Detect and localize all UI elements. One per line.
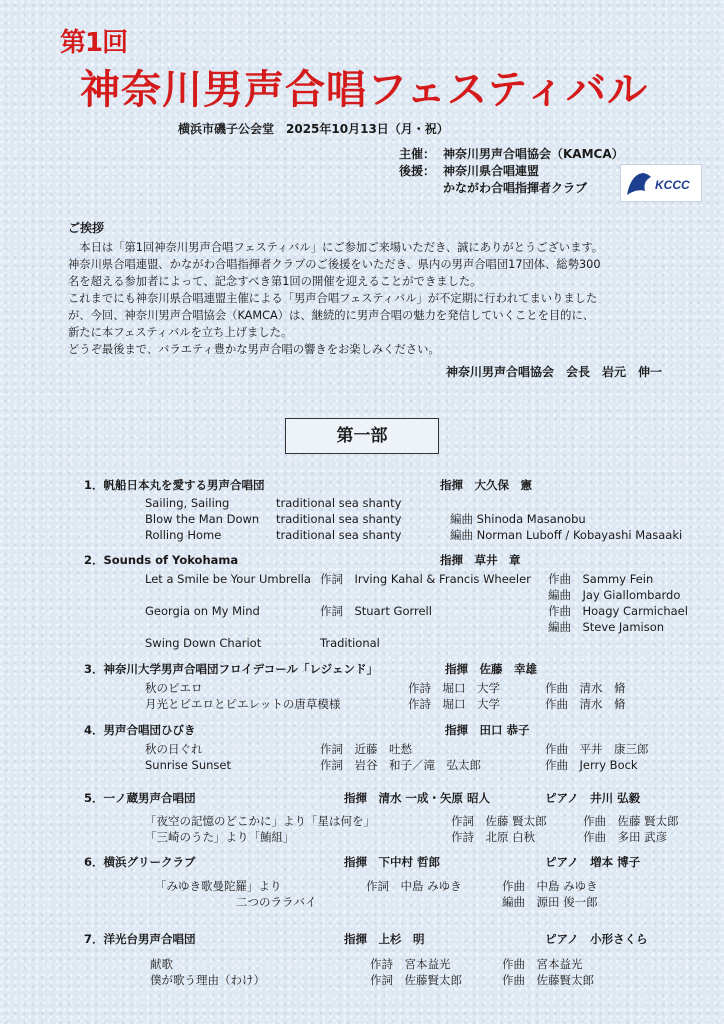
group-6-title: 6．横浜グリークラブ (84, 855, 196, 869)
song-title: 秋の日ぐれ (145, 742, 203, 756)
song-lyricist: 作詞 佐藤 賢太郎 (451, 814, 547, 828)
song-lyricist: 作詩 宮本益光 (370, 957, 451, 971)
song-composer: 作曲 Jerry Bock (545, 758, 638, 772)
song-title: Rolling Home (145, 528, 222, 542)
song-title: Let a Smile be Your Umbrella (145, 572, 311, 586)
kccc-logo (620, 164, 702, 202)
group-6-conductor: 指揮 下中村 哲郎 (344, 855, 441, 869)
group-4-conductor: 指揮 田口 恭子 (445, 723, 530, 737)
song-title: 秋のピエロ (145, 681, 203, 695)
song-lyricist: 作詞 Irving Kahal & Francis Wheeler (320, 572, 531, 586)
song-lyricist: 作詞 中島 みゆき (366, 879, 462, 893)
part-one-label: 第一部 (285, 418, 439, 454)
song-lyricist: 作詞 佐藤賢太郎 (370, 973, 462, 987)
greeting-line: 本日は「第1回神奈川男声合唱フェスティバル」にご参加ご来場いただき、誠にありがとうございます。 (68, 241, 604, 254)
song-title: Georgia on My Mind (145, 604, 260, 618)
group-2-title: 2．Sounds of Yokohama (84, 553, 239, 567)
song-arranger: 編曲 Norman Luboff / Kobayashi Masaaki (450, 528, 683, 542)
song-composer: 作曲 平井 康三郎 (545, 742, 649, 756)
song-title: Swing Down Chariot (145, 636, 262, 650)
song-composer: 作曲 Hoagy Carmichael (548, 604, 688, 618)
song-composer: 作曲 清水 脩 (545, 681, 626, 695)
group-5-piano: ピアノ 井川 弘毅 (545, 791, 641, 805)
song-credit: traditional sea shanty (276, 512, 402, 526)
song-composer: 作曲 多田 武彦 (583, 830, 668, 844)
song-composer: 作曲 佐藤 賢太郎 (583, 814, 679, 828)
song-title: Blow the Man Down (145, 512, 260, 526)
song-credit: traditional sea shanty (276, 528, 402, 542)
song-arranger: 編曲 Shinoda Masanobu (450, 512, 586, 526)
group-7-piano: ピアノ 小形さくら (545, 932, 648, 946)
group-1-title: 1．帆船日本丸を愛する男声合唱団 (84, 478, 265, 492)
group-7-title: 7．洋光台男声合唱団 (84, 932, 196, 946)
group-3-conductor: 指揮 佐藤 幸雄 (445, 662, 537, 676)
host-name: 神奈川男声合唱協会（KAMCA） (443, 147, 624, 161)
song-lyricist: 作詞 近藤 吐愁 (320, 742, 412, 756)
song-lyricist: 作詞 Stuart Gorrell (320, 604, 432, 618)
song-arranger: 編曲 Steve Jamison (548, 620, 665, 634)
kccc-logo-icon (621, 165, 701, 201)
song-composer: 作曲 宮本益光 (502, 957, 583, 971)
host-label: 主催： (399, 147, 436, 161)
song-title: 「三崎のうた」より「鮪組」 (145, 830, 295, 844)
group-6-piano: ピアノ 増本 博子 (545, 855, 641, 869)
group-5-title: 5．一ノ蔵男声合唱団 (84, 791, 196, 805)
greeting-heading: ご挨拶 (68, 221, 105, 235)
greeting-line: 名を超える参加者によって、記念すべき第1回の開催を迎えることができました。 (68, 275, 482, 288)
song-lyricist: 作詞 岩谷 和子／滝 弘太郎 (320, 758, 481, 772)
song-title: Sunrise Sunset (145, 758, 231, 772)
song-credit: Traditional (320, 636, 380, 650)
song-title: 二つのララバイ (236, 895, 317, 909)
group-3-title: 3．神奈川大学男声合唱団フロイデコール「レジェンド」 (84, 662, 378, 676)
group-5-conductor: 指揮 清水 一成・矢原 昭人 (344, 791, 491, 805)
song-title: Sailing, Sailing (145, 496, 230, 510)
group-4-title: 4．男声合唱団ひびき (84, 723, 196, 737)
organizers (399, 146, 624, 197)
song-title: 月光とピエロとピエレットの唐草模様 (145, 697, 341, 711)
song-title: 「みゆき歌曼陀羅」より (155, 879, 282, 893)
song-title: 献歌 (150, 957, 173, 971)
song-arranger: 編曲 Jay Giallombardo (548, 588, 681, 602)
venue-date: 横浜市磯子公会堂 2025年10月13日（月・祝） (178, 122, 449, 136)
song-composer: 作曲 中島 みゆき (502, 879, 598, 893)
greeting-line: 神奈川県合唱連盟、かながわ合唱指揮者クラブのご後援をいただき、県内の男声合唱団17団体、総勢300 (68, 258, 601, 271)
edition-label: 第1回 (60, 28, 128, 58)
festival-title: 神奈川男声合唱フェスティバル (80, 67, 648, 113)
song-credit: traditional sea shanty (276, 496, 402, 510)
greeting-signature: 神奈川男声合唱協会 会長 岩元 伸一 (446, 365, 663, 379)
group-1-conductor: 指揮 大久保 憲 (440, 478, 532, 492)
greeting-line: これまでにも神奈川県合唱連盟主催による「男声合唱フェスティバル」が不定期に行われてまいりました (68, 292, 598, 305)
song-title: 「夜空の記憶のどこかに」より「星は何を」 (145, 814, 375, 828)
song-lyricist: 作詩 堀口 大学 (408, 697, 500, 711)
support-2: かながわ合唱指揮者クラブ (443, 181, 588, 195)
greeting-line: どうぞ最後まで、バラエティ豊かな男声合唱の響きをお楽しみください。 (68, 343, 440, 356)
song-composer: 作曲 佐藤賢太郎 (502, 973, 594, 987)
song-title: 僕が歌う理由（わけ） (150, 973, 265, 987)
greeting-line: が、今回、神奈川男声合唱協会（KAMCA）は、継続的に男声合唱の魅力を発信していくことを目的に、 (68, 309, 595, 322)
song-composer: 作曲 Sammy Fein (548, 572, 654, 586)
greeting-body (68, 239, 704, 358)
support-label: 後援： (399, 164, 436, 178)
group-7-conductor: 指揮 上杉 明 (344, 932, 425, 946)
song-lyricist: 作詩 堀口 大学 (408, 681, 500, 695)
song-composer: 作曲 清水 脩 (545, 697, 626, 711)
logo-text: KCCC (655, 178, 690, 192)
song-arranger: 編曲 源田 俊一郎 (502, 895, 598, 909)
group-2-conductor: 指揮 草井 章 (440, 553, 521, 567)
support-1: 神奈川県合唱連盟 (443, 164, 540, 178)
greeting-line: 新たに本フェスティバルを立ち上げました。 (68, 326, 293, 339)
song-lyricist: 作詩 北原 白秋 (451, 830, 536, 844)
